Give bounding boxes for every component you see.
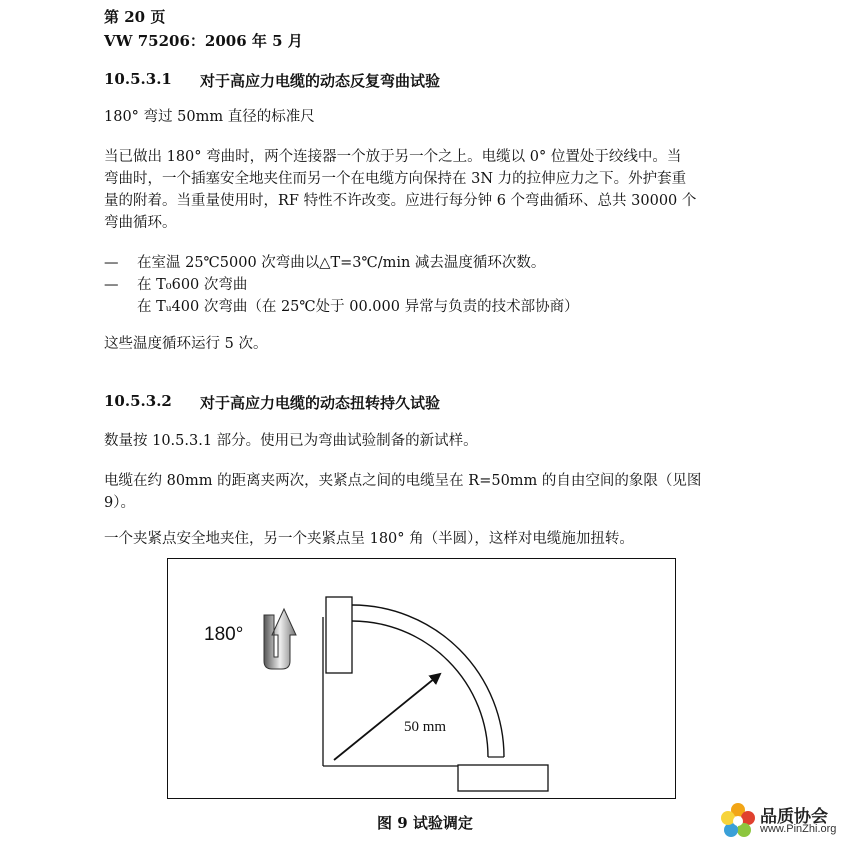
figure-9-frame	[167, 558, 676, 799]
paragraph-line: 量的附着。当重量使用时，RF 特性不许改变。应进行每分钟 6 个弯曲循环、总共 30000 个	[104, 193, 697, 209]
paragraph-line: 9）。	[104, 495, 135, 511]
test-setup-diagram	[168, 559, 674, 797]
watermark-url: www.PinZhi.org	[760, 823, 837, 835]
flower-logo-icon	[718, 800, 758, 840]
radius-label: 50 mm	[404, 719, 447, 735]
list-item: 在室温 25℃5000 次弯曲以△T=3℃/min 减去温度循环次数。	[137, 255, 546, 271]
paragraph-line: 当已做出 180° 弯曲时，两个连接器一个放于另一个之上。电缆以 0° 位置处于绞线中。当	[104, 149, 682, 165]
paragraph-line: 数量按 10.5.3.1 部分。使用已为弯曲试验制备的新试样。	[104, 433, 478, 449]
section-number: 10.5.3.2	[104, 392, 172, 410]
paragraph-line: 弯曲循环。	[104, 215, 177, 231]
list-item: 在 T₀600 次弯曲	[137, 277, 248, 293]
paragraph-line: 这些温度循环运行 5 次。	[104, 336, 268, 352]
radius-arrow	[334, 674, 440, 760]
section-title: 对于高应力电缆的动态反复弯曲试验	[200, 72, 441, 90]
cable-inner-arc	[352, 621, 488, 757]
list-dash: —	[104, 277, 119, 293]
watermark-name: 品质协会	[760, 807, 828, 827]
watermark-logo	[718, 800, 844, 840]
paragraph-line: 一个夹紧点安全地夹住，另一个夹紧点呈 180° 角（半圆），这样对电缆施加扭转。	[104, 531, 634, 547]
rotation-arrow-icon	[264, 609, 296, 669]
paragraph-line: 弯曲时，一个插塞安全地夹住而另一个在电缆方向保持在 3N 力的拉伸应力之下。外护套重	[104, 171, 687, 187]
paragraph-line: 电缆在约 80mm 的距离夹两次，夹紧点之间的电缆呈在 R=50mm 的自由空间的象限（见图	[104, 473, 702, 489]
figure-caption: 图 9 试验调定	[377, 814, 473, 832]
list-dash: —	[104, 255, 119, 271]
page-number: 第 20 页	[104, 8, 166, 26]
lower-clamp-block	[458, 765, 548, 791]
angle-label: 180°	[204, 624, 244, 645]
section-number: 10.5.3.1	[104, 70, 172, 88]
document-id: VW 75206：2006 年 5 月	[104, 32, 303, 50]
paragraph-line: 180° 弯过 50mm 直径的标准尺	[104, 109, 315, 125]
section-title: 对于高应力电缆的动态扭转持久试验	[200, 394, 441, 412]
upper-clamp-block	[326, 597, 352, 673]
list-item: 在 Tᵤ400 次弯曲（在 25℃处于 00.000 异常与负责的技术部协商）	[137, 299, 579, 315]
